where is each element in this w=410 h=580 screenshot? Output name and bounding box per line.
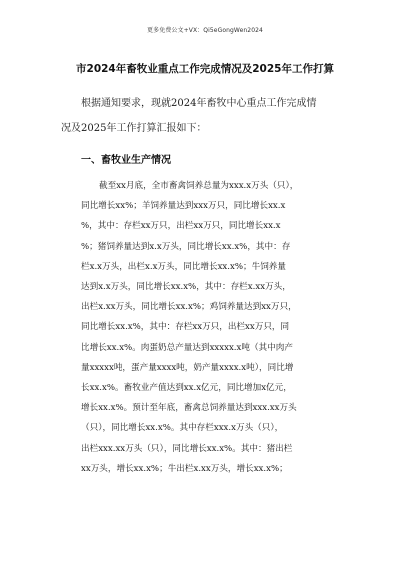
paragraph-line: xx万头，增长xx.x%；牛出栏x.xx万头，增长xx.x%； [81, 463, 288, 474]
intro-line: 根据通知要求，现就2024年畜牧中心重点工作完成情 [81, 98, 317, 109]
paragraph-line: 同比增长xx.x%，其中：存栏xx万只，出栏xx万只，同 [81, 322, 290, 333]
paragraph-line: 出栏x.xx万头，同比增长xx.x%；鸡饲养量达到xx万只， [81, 302, 297, 313]
paragraph-line: 栏x.x万头，出栏x.x万头，同比增长xx.x%；牛饲养量 [81, 261, 286, 272]
paragraph-line: 量xxxxx吨，蛋产量xxxx吨，奶产量xxxx.x吨），同比增 [81, 362, 294, 373]
paragraph-line: 比增长xx.x%。肉蛋奶总产量达到xxxxx.x吨（其中肉产 [81, 342, 293, 353]
paragraph-line: 截至xx月底，全市畜禽饲养总量为xxx.x万头（只）， [99, 181, 299, 191]
paragraph-line: %，其中：存栏xx万只，出栏xx万只，同比增长xx.x [81, 221, 281, 232]
paragraph-line: %；猪饲养量达到x.x万头，同比增长xx.x%，其中：存 [81, 241, 291, 252]
document-title: 市2024年畜牧业重点工作完成情况及2025年工作打算 [76, 63, 334, 75]
paragraph-line: 达到x.x万头，同比增长xx.x%，其中：存栏x.xx万头， [81, 282, 291, 293]
body-paragraph [81, 176, 346, 479]
intro-line: 况及2025年工作打算汇报如下： [61, 123, 207, 134]
paragraph-line: （只），同比增长xx.x%。其中存栏xxx.x万头（只）， [81, 423, 284, 434]
paragraph-line: 增长xx.x%。预计至年底，畜禽总饲养量达到xxx.xx万头 [81, 403, 297, 414]
promo-banner: 更多免费公文+VX：Qi5eGongWen2024 [147, 27, 263, 34]
paragraph-line: 长xx.x%。畜牧业产值达到xx.x亿元，同比增加x亿元， [81, 383, 292, 394]
section-heading: 一、畜牧业生产情况 [81, 155, 171, 166]
paragraph-line: 出栏xxx.xx万头（只），同比增长xx.x%。其中：猪出栏 [81, 443, 293, 454]
paragraph-line: 同比增长xx%；羊饲养量达到xxx万只，同比增长xx.x [81, 201, 286, 212]
intro-paragraph [61, 91, 343, 141]
